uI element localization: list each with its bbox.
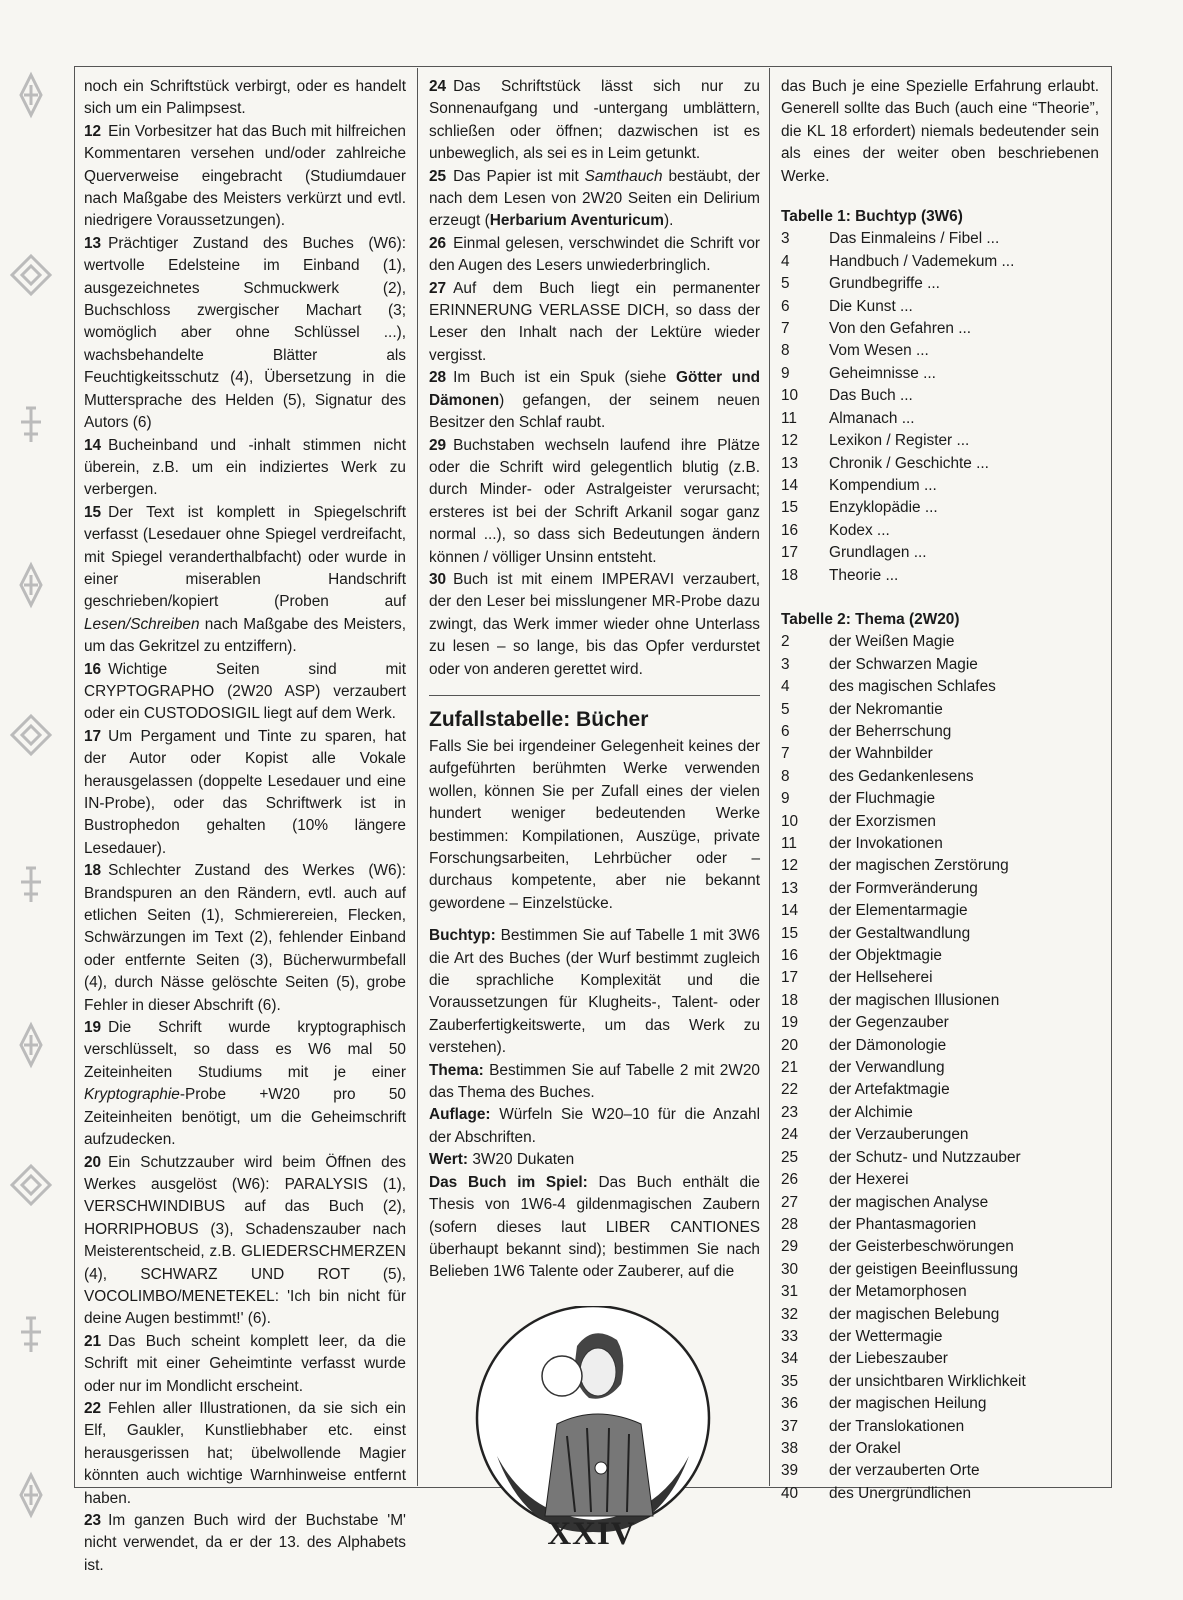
list-item: noch ein Schriftstück verbirgt, oder es handelt sich um ein Palimpsest. (84, 78, 406, 118)
list-item: 26 Einmal gelesen, verschwindet die Schrift vor den Augen des Lesers unwiederbringlich. (429, 234, 760, 275)
table-row: 10 Das Buch ... (781, 387, 913, 405)
col3-intro: das Buch je eine Spezielle Erfahrung erlaubt. Generell sollte das Buch (auch eine “Theorie”, die KL 18 erfordert) niemals bedeutender sein als eines der weiter oben beschriebenen Werke. (781, 78, 1099, 185)
margin-ornaments (6, 60, 66, 1540)
table-row: 27 der magischen Analyse (781, 1193, 989, 1211)
table-row: 10 der Exorzismen (781, 812, 936, 830)
table-row: 18 der magischen Illusionen (781, 991, 1000, 1009)
table-row: 4 Handbuch / Vademekum ... (781, 252, 1015, 270)
wert-paragraph: Wert: 3W20 Dukaten (429, 1151, 575, 1169)
rune-ornament-icon (6, 1020, 56, 1070)
table-row: 5 Grundbegriffe ... (781, 275, 940, 293)
list-item: 16 Wichtige Seiten sind mit CRYPTOGRAPHO (2W20 ASP) verzaubert oder ein CUSTODOSIGIL liegt auf dem Werk. (84, 660, 406, 723)
table-row: 34 der Liebeszauber (781, 1350, 948, 1368)
table-row: 15 Enzyklopädie ... (781, 499, 938, 517)
list-item: 25 Das Papier ist mit Samthauch bestäubt, der nach dem Lesen von 2W20 Seiten ein Delirium erzeugt (Herbarium Aventuricum). (429, 167, 760, 230)
table-row: 11 der Invokationen (781, 835, 943, 852)
list-item: 27 Auf dem Buch liegt ein permanenter ERINNERUNG VERLASSE DICH, so dass der Leser den Inhalt nach der Lektüre wieder vergisst. (429, 279, 760, 364)
table-row: 32 der magischen Belebung (781, 1305, 1000, 1323)
page-number: XXIV (547, 1516, 636, 1552)
table-row: 20 der Dämonologie (781, 1036, 947, 1054)
table-row: 12 der magischen Zerstörung (781, 857, 1009, 875)
table-row: 7 der Wahnbilder (781, 745, 933, 763)
table-row: 40 des Unergründlichen (781, 1484, 972, 1502)
table-row: 6 der Beherrschung (781, 722, 952, 740)
table-row: 38 der Orakel (781, 1439, 901, 1457)
table-row: 9 Geheimnisse ... (781, 364, 936, 382)
list-item: 19 Die Schrift wurde kryptographisch verschlüsselt, so dass es W6 mal 50 Zeiteinheiten Studiums mit je einer Kryptographie-Probe +W20 pro 50 Zeiteinheiten benötigt, um die Geheimschrift aufzudecken. (84, 1019, 406, 1149)
column-1 (84, 76, 406, 1577)
table-row: 17 der Hellseherei (781, 969, 933, 987)
table-row: 22 der Artefaktmagie (781, 1081, 950, 1099)
table-row: 12 Lexikon / Register ... (781, 432, 970, 450)
list-item: 14 Bucheinband und -inhalt stimmen nicht überein, z.B. um ein indiziertes Werk zu verbergen. (84, 436, 406, 499)
list-item: 23 Im ganzen Buch wird der Buchstabe 'M' nicht verwendet, da er der 13. des Alphabets ist. (84, 1512, 406, 1574)
spiel-paragraph: Das Buch im Spiel: Das Buch enthält die Thesis von 1W6-4 gildenmagischen Zaubern (sofern dieses laut LIBER CANTIONES überhaupt bekannt sind); bestimmen Sie nach Belieben 1W6 Talente oder Zauberer, auf die (429, 1173, 760, 1281)
rune-ornament-icon (6, 70, 56, 120)
list-item: 20 Ein Schutzzauber wird beim Öffnen des Werkes ausgelöst (W6): PARALYSIS (1), VERSCHWINDIBUS auf das Buch (2), HORRIPHOBUS (3), Schadenszauber nach Meisterentscheid, z.B. GLIEDERSCHMERZEN (4), SCHWARZ UND ROT (5), VOCOLIMBO/MENETEKEL: 'Ich bin nicht für deine Augen bestimmt!' (6). (84, 1153, 406, 1328)
list-item: 22 Fehlen aller Illustrationen, da sie sich ein Elf, Gaukler, Kunstliebhaber etc. einst herausgerissen hat; übelwollende Magier könnten auch wichtige Warnhinweise entfernt haben. (84, 1399, 406, 1507)
list-item: 18 Schlechter Zustand des Werkes (W6): Brandspuren an den Rändern, evtl. auch auf etlichen Seiten (1), Schmierereien, Flecken, Schwärzungen im Text (2), fehlender Einband oder entfernte Seiten (3), Bücherwurmbefall (4), durch Nässe gelöschte Seiten (5), grobe Fehler in dieser Abschrift (6). (84, 862, 406, 1014)
table-row: 14 Kompendium ... (781, 476, 937, 494)
table-row: 30 der geistigen Beeinflussung (781, 1260, 1019, 1278)
rune-ornament-icon (6, 860, 56, 910)
list-item: 12 Ein Vorbesitzer hat das Buch mit hilfreichen Kommentaren versehen und/oder zahlreiche Querverweise eingebracht (Studiumdauer nach Maßgabe des Meisters verkürzt und evtl. niedrigere Voraussetzungen). (84, 122, 406, 230)
table-row: 16 Kodex ... (781, 521, 890, 539)
column-3 (781, 76, 1099, 1505)
table-row: 21 der Verwandlung (781, 1059, 945, 1077)
table-row: 6 Die Kunst ... (781, 297, 913, 315)
list-item: 29 Buchstaben wechseln laufend ihre Plätze oder die Schrift wird gelegentlich blutig (z.B. durch Minder- oder Astralgeister verursacht; ersteres ist bei der Schrift Arkanil sogar ganz normal ...), so dass sich Bedeutungen ändern können / völliger Unsinn entsteht. (429, 436, 760, 566)
table-row: 29 der Geisterbeschwörungen (781, 1238, 1014, 1256)
table-row: 13 Chronik / Geschichte ... (781, 454, 989, 472)
section-heading: Zufallstabelle: Bücher (429, 707, 649, 731)
table-row: 3 der Schwarzen Magie (781, 655, 978, 673)
buchtyp-paragraph: Buchtyp: Bestimmen Sie auf Tabelle 1 mit 3W6 die Art des Buches (der Wurf bestimmt zugleich die sprachliche Komplexität und die Voraussetzungen für Klugheits-, Talent- oder Zauberfertigkeitswerte, um das Werk zu verstehen). (429, 927, 760, 1057)
table-row: 23 der Alchimie (781, 1103, 913, 1121)
mage-illustration (457, 1306, 729, 1546)
rune-ornament-icon (6, 400, 56, 450)
thema-paragraph: Thema: Bestimmen Sie auf Tabelle 2 mit 2W20 das Thema des Buches. (429, 1061, 760, 1102)
table-row: 8 Vom Wesen ... (781, 342, 929, 360)
table-row: 28 der Phantasmagorien (781, 1215, 977, 1233)
table-row: 4 des magischen Schlafes (781, 678, 996, 696)
intro-paragraph: Falls Sie bei irgendeiner Gelegenheit keines der aufgeführten berühmten Werke verwenden wollen, können Sie per Zufall eines der vielen hundert weniger bedeutenden Werke bestimmen: Kompilationen, Auszüge, private Forschungsarbeiten, Lehrbücher oder – durchaus kompetente, aber nie bekannt gewordene – Einzelstücke. (429, 737, 760, 912)
table-row: 14 der Elementarmagie (781, 902, 968, 920)
column-2 (429, 76, 760, 1546)
table1-title: Tabelle 1: Buchtyp (3W6) (781, 208, 963, 226)
table-row: 19 der Gegenzauber (781, 1014, 949, 1032)
rune-ornament-icon (6, 1160, 56, 1210)
rune-ornament-icon (6, 560, 56, 610)
table-row: 5 der Nekromantie (781, 700, 943, 718)
table-row: 18 Theorie ... (781, 566, 899, 584)
list-item: 17 Um Pergament und Tinte zu sparen, hat der Autor oder Kopist alle Vokale herausgelassen (doppelte Lesedauer und eine IN-Probe), oder das Schriftwerk ist in Bustrophedon gehalten (10% längere Lesedauer). (84, 727, 406, 857)
rune-ornament-icon (6, 250, 56, 300)
table-row: 2 der Weißen Magie (781, 633, 955, 651)
rune-ornament-icon (6, 710, 56, 760)
list-item: 30 Buch ist mit einem IMPERAVI verzaubert, der den Leser bei misslungener MR-Probe dazu zwingt, das Werk immer wieder ohne Unterlass zu lesen – so lange, bis das Opfer verdurstet oder von anderen gerettet wird. (429, 570, 760, 678)
table-row: 7 Von den Gefahren ... (781, 320, 972, 338)
table-row: 31 der Metamorphosen (781, 1283, 967, 1301)
table-row: 9 der Fluchmagie (781, 790, 936, 808)
table-row: 16 der Objektmagie (781, 947, 942, 965)
table-row: 26 der Hexerei (781, 1171, 909, 1189)
table-row: 35 der unsichtbaren Wirklichkeit (781, 1372, 1026, 1390)
list-item: 28 Im Buch ist ein Spuk (siehe Götter und Dämonen) gefangen, der seinem neuen Besitzer den Schlaf raubt. (429, 369, 761, 432)
table-row: 37 der Translokationen (781, 1417, 965, 1435)
table-row: 3 Das Einmaleins / Fibel ... (781, 230, 1000, 248)
table-row: 11 Almanach ... (781, 409, 915, 427)
list-item: 13 Prächtiger Zustand des Buches (W6): wertvolle Edelsteine im Einband (1), ausgezeichnetes Schmuckwerk (2), Buchschloss zwergischer Machart (3; womöglich aber ohne Schlüssel ...), wachsbehandelte Blätter als Feuchtigkeitsschutz (4), Übersetzung in die Muttersprache des Helden (5), Signatur des Autors (6) (84, 234, 406, 432)
list-item: 21 Das Buch scheint komplett leer, da die Schrift mit einer Geheimtinte verfasst wurde oder nur im Mondlicht erscheint. (84, 1332, 406, 1395)
table2-title: Tabelle 2: Thema (2W20) (781, 610, 960, 628)
column-divider-2 (769, 68, 770, 1486)
table1 (781, 228, 1099, 587)
table-row: 24 der Verzauberungen (781, 1126, 969, 1144)
table-row: 17 Grundlagen ... (781, 544, 927, 562)
table-row: 36 der magischen Heilung (781, 1395, 987, 1413)
section-divider (429, 695, 760, 696)
table-row: 25 der Schutz- und Nutzzauber (781, 1148, 1021, 1166)
column-divider-1 (417, 68, 418, 1486)
rune-ornament-icon (6, 1470, 56, 1520)
table-row: 8 des Gedankenlesens (781, 767, 974, 785)
table2 (781, 631, 1099, 1505)
rune-ornament-icon (6, 1310, 56, 1360)
list-item: 15 Der Text ist komplett in Spiegelschrift verfasst (Lesedauer ohne Spiegel verdreifacht, mit Spiegel veranderthalbfacht) oder wurde in einer miserablen Handschrift geschrieben/kopiert (Proben auf Lesen/Schreiben nach Maßgabe des Meisters, um das Gekritzel zu entziffern). (84, 503, 406, 656)
auflage-paragraph: Auflage: Würfeln Sie W20–10 für die Anzahl der Abschriften. (429, 1106, 760, 1146)
table-row: 33 der Wettermagie (781, 1327, 943, 1345)
table-row: 39 der verzauberten Orte (781, 1462, 980, 1480)
list-item: 24 Das Schriftstück lässt sich nur zu Sonnenaufgang und -untergang umblättern, schließen oder öffnen; dazwischen ist es unbeweglich, als sei es in Leim getunkt. (429, 78, 760, 163)
table-row: 13 der Formveränderung (781, 879, 978, 897)
table-row: 15 der Gestaltwandlung (781, 924, 971, 942)
